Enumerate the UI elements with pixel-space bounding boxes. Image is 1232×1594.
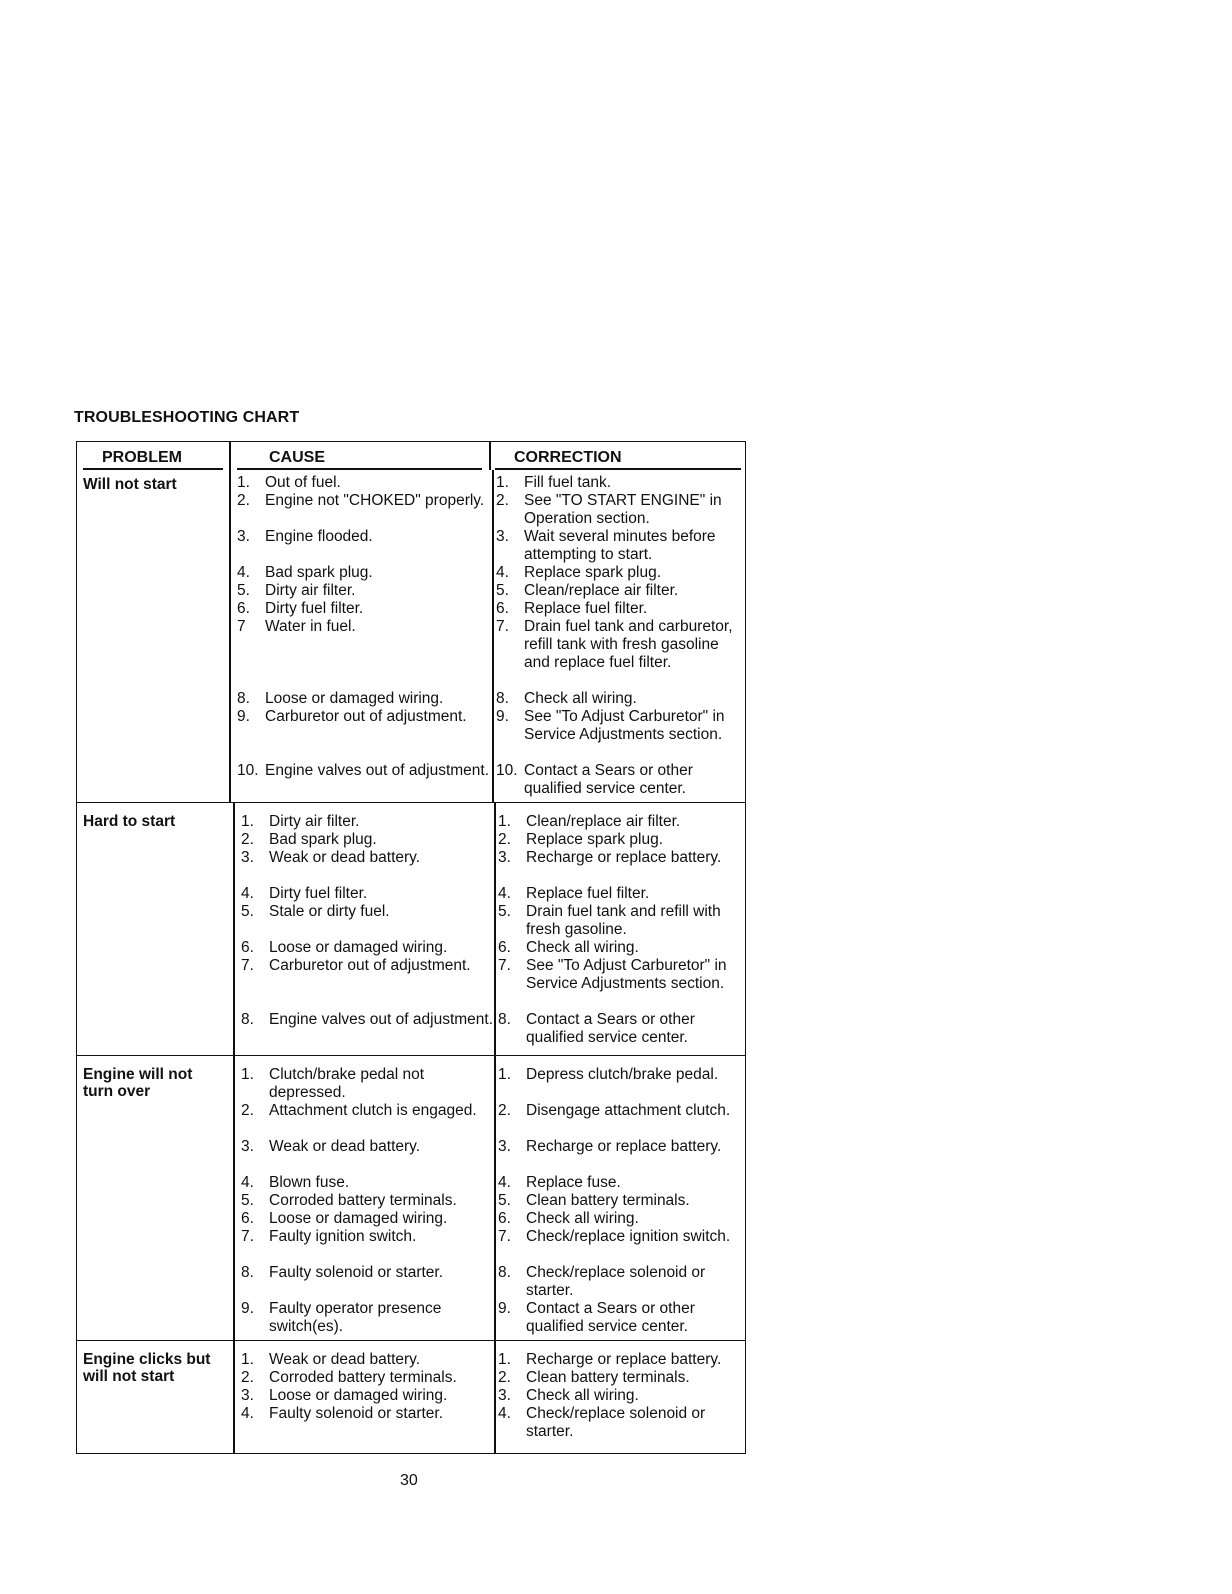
cause-item <box>237 708 492 726</box>
cause-number: 1. <box>241 1066 254 1083</box>
cause-number: 4. <box>241 1174 254 1191</box>
cause-text: Bad spark plug. <box>269 831 377 848</box>
correction-text: Replace fuse. <box>526 1174 621 1191</box>
cause-item <box>237 492 492 510</box>
cause-text: Faulty operator presence switch(es). <box>269 1300 442 1335</box>
cause-number: 6. <box>241 939 254 956</box>
page-title: TROUBLESHOOTING CHART <box>74 409 300 426</box>
correction-text: Clean/replace air filter. <box>526 813 681 830</box>
cause-text: Corroded battery terminals. <box>269 1192 457 1209</box>
cause-text: Loose or damaged wiring. <box>265 690 444 707</box>
correction-text: Check/replace solenoid or starter. <box>526 1405 706 1440</box>
correction-number: 2. <box>496 492 509 509</box>
cause-number: 3. <box>241 1138 254 1155</box>
correction-item <box>498 1102 743 1120</box>
cause-item <box>241 813 494 831</box>
cause-number: 3. <box>241 849 254 866</box>
correction-item <box>498 1011 743 1047</box>
correction-item <box>498 1210 743 1228</box>
correction-item <box>498 849 743 867</box>
cause-text: Clutch/brake pedal not depressed. <box>269 1066 425 1101</box>
correction-number: 1. <box>498 1351 511 1368</box>
cause-text: Weak or dead battery. <box>269 849 421 866</box>
cause-number: 4. <box>241 885 254 902</box>
table-header <box>76 441 746 470</box>
correction-item <box>496 492 743 528</box>
cause-text: Blown fuse. <box>269 1174 350 1191</box>
correction-number: 4. <box>496 564 509 581</box>
cause-number: 3. <box>241 1387 254 1404</box>
cause-number: 7. <box>241 957 254 974</box>
correction-item <box>496 474 743 492</box>
cause-item <box>241 1011 494 1029</box>
correction-number: 1. <box>498 1066 511 1083</box>
correction-text: Disengage attachment clutch. <box>526 1102 731 1119</box>
correction-number: 9. <box>496 708 509 725</box>
correction-number: 4. <box>498 1174 511 1191</box>
cause-text: Corroded battery terminals. <box>269 1369 457 1386</box>
correction-item <box>496 618 743 672</box>
cause-text: Dirty air filter. <box>269 813 360 830</box>
correction-item <box>498 903 743 939</box>
cause-item <box>241 849 494 867</box>
correction-item <box>498 1228 743 1246</box>
cause-number: 5. <box>241 903 254 920</box>
cause-number: 4. <box>241 1405 254 1422</box>
correction-text: Clean/replace air filter. <box>524 582 679 599</box>
correction-item <box>496 708 743 744</box>
cause-text: Faulty solenoid or starter. <box>269 1264 444 1281</box>
cause-number: 7 <box>237 618 246 635</box>
cause-item <box>241 1369 494 1387</box>
cause-text: Bad spark plug. <box>265 564 373 581</box>
problem-label: Hard to start <box>83 813 176 830</box>
correction-number: 3. <box>498 849 511 866</box>
cause-text: Carburetor out of adjustment. <box>265 708 467 725</box>
cause-text: Engine not "CHOKED" properly. <box>265 492 485 509</box>
cause-text: Weak or dead battery. <box>269 1351 421 1368</box>
correction-number: 8. <box>498 1264 511 1281</box>
correction-item <box>498 957 743 993</box>
cause-text: Engine flooded. <box>265 528 373 545</box>
correction-text: Depress clutch/brake pedal. <box>526 1066 719 1083</box>
correction-number: 5. <box>496 582 509 599</box>
cause-item <box>237 600 492 618</box>
correction-number: 2. <box>498 1369 511 1386</box>
correction-item <box>498 1369 743 1387</box>
page-number: 30 <box>400 1472 418 1489</box>
correction-number: 2. <box>498 831 511 848</box>
cause-number: 2. <box>241 1369 254 1386</box>
cause-text: Out of fuel. <box>265 474 341 491</box>
correction-text: Recharge or replace battery. <box>526 849 722 866</box>
correction-text: See "TO START ENGINE" in Operation section. <box>524 492 722 527</box>
correction-item <box>498 1174 743 1192</box>
correction-text: Check/replace solenoid or starter. <box>526 1264 706 1299</box>
cause-item <box>237 762 492 780</box>
correction-number: 3. <box>498 1138 511 1155</box>
correction-item <box>498 939 743 957</box>
correction-number: 7. <box>498 1228 511 1245</box>
correction-number: 6. <box>496 600 509 617</box>
cause-text: Carburetor out of adjustment. <box>269 957 471 974</box>
correction-item <box>498 1351 743 1369</box>
correction-text: Clean battery terminals. <box>526 1192 690 1209</box>
cause-text: Faulty solenoid or starter. <box>269 1405 444 1422</box>
correction-text: Replace fuel filter. <box>526 885 650 902</box>
cause-item <box>241 1228 494 1246</box>
correction-number: 8. <box>496 690 509 707</box>
correction-item <box>498 885 743 903</box>
cause-number: 3. <box>237 528 250 545</box>
correction-number: 4. <box>498 1405 511 1422</box>
cause-item <box>241 939 494 957</box>
cause-item <box>241 957 494 975</box>
section-engine-will-not-turn-over <box>76 1056 746 1341</box>
correction-item <box>498 1387 743 1405</box>
cause-text: Loose or damaged wiring. <box>269 1210 448 1227</box>
cause-text: Faulty ignition switch. <box>269 1228 417 1245</box>
section-engine-clicks-but-will-not-start <box>76 1341 746 1454</box>
cause-text: Engine valves out of adjustment. <box>269 1011 494 1028</box>
cause-number: 7. <box>241 1228 254 1245</box>
correction-item <box>496 582 743 600</box>
cause-text: Loose or damaged wiring. <box>269 1387 448 1404</box>
correction-number: 6. <box>498 939 511 956</box>
cause-item <box>241 831 494 849</box>
correction-text: Drain fuel tank and refill with fresh gasoline. <box>526 903 721 938</box>
correction-text: Wait several minutes before attempting to start. <box>524 528 716 563</box>
correction-number: 7. <box>496 618 509 635</box>
cause-number: 9. <box>241 1300 254 1317</box>
header-correction: CORRECTION <box>514 449 622 466</box>
cause-number: 5. <box>241 1192 254 1209</box>
correction-text: See "To Adjust Carburetor" in Service Adjustments section. <box>526 957 727 992</box>
cause-item <box>237 582 492 600</box>
correction-text: Recharge or replace battery. <box>526 1138 722 1155</box>
cause-number: 4. <box>237 564 250 581</box>
cause-item <box>237 564 492 582</box>
correction-text: Check all wiring. <box>524 690 637 707</box>
cause-item <box>241 1066 494 1102</box>
correction-item <box>496 564 743 582</box>
cause-item <box>241 1387 494 1405</box>
cause-item <box>241 885 494 903</box>
problem-label: Engine will not turn over <box>83 1066 193 1100</box>
cause-item <box>241 1192 494 1210</box>
cause-number: 10. <box>237 762 259 779</box>
correction-number: 8. <box>498 1011 511 1028</box>
correction-number: 3. <box>498 1387 511 1404</box>
problem-label: Engine clicks but will not start <box>83 1351 211 1385</box>
cause-item <box>241 903 494 921</box>
cause-text: Weak or dead battery. <box>269 1138 421 1155</box>
correction-number: 2. <box>498 1102 511 1119</box>
cause-text: Water in fuel. <box>265 618 356 635</box>
cause-text: Dirty fuel filter. <box>269 885 368 902</box>
correction-item <box>498 1300 743 1336</box>
correction-text: Replace spark plug. <box>524 564 661 581</box>
correction-text: Check all wiring. <box>526 1210 639 1227</box>
correction-text: Check all wiring. <box>526 1387 639 1404</box>
correction-text: Fill fuel tank. <box>524 474 612 491</box>
correction-number: 10. <box>496 762 518 779</box>
cause-number: 2. <box>241 1102 254 1119</box>
cause-item <box>237 474 492 492</box>
cause-number: 2. <box>241 831 254 848</box>
correction-text: Replace spark plug. <box>526 831 663 848</box>
cause-item <box>241 1405 494 1423</box>
correction-number: 5. <box>498 903 511 920</box>
problem-label: Will not start <box>83 476 177 493</box>
correction-item <box>498 1405 743 1441</box>
correction-text: Contact a Sears or other qualified service center. <box>526 1300 695 1335</box>
cause-number: 1. <box>241 1351 254 1368</box>
correction-number: 6. <box>498 1210 511 1227</box>
correction-item <box>498 1066 743 1084</box>
cause-item <box>241 1210 494 1228</box>
cause-item <box>237 690 492 708</box>
cause-item <box>241 1174 494 1192</box>
correction-text: Replace fuel filter. <box>524 600 648 617</box>
correction-text: Check/replace ignition switch. <box>526 1228 731 1245</box>
correction-item <box>496 690 743 708</box>
section-will-not-start <box>76 470 746 803</box>
cause-number: 2. <box>237 492 250 509</box>
cause-number: 1. <box>241 813 254 830</box>
correction-item <box>496 528 743 564</box>
cause-text: Loose or damaged wiring. <box>269 939 448 956</box>
correction-number: 9. <box>498 1300 511 1317</box>
cause-number: 9. <box>237 708 250 725</box>
correction-number: 1. <box>498 813 511 830</box>
correction-item <box>498 1138 743 1156</box>
correction-item <box>498 1264 743 1300</box>
header-problem: PROBLEM <box>102 449 182 466</box>
correction-number: 3. <box>496 528 509 545</box>
correction-text: Drain fuel tank and carburetor, refill tank with fresh gasoline and replace fuel filter. <box>524 618 733 671</box>
correction-item <box>498 813 743 831</box>
cause-item <box>241 1102 494 1120</box>
cause-text: Dirty air filter. <box>265 582 356 599</box>
cause-item <box>241 1138 494 1156</box>
cause-number: 8. <box>237 690 250 707</box>
correction-text: Clean battery terminals. <box>526 1369 690 1386</box>
correction-text: Check all wiring. <box>526 939 639 956</box>
cause-number: 6. <box>241 1210 254 1227</box>
header-cause: CAUSE <box>269 449 326 466</box>
cause-text: Dirty fuel filter. <box>265 600 364 617</box>
cause-item <box>237 618 492 636</box>
correction-text: See "To Adjust Carburetor" in Service Adjustments section. <box>524 708 725 743</box>
correction-item <box>498 1192 743 1210</box>
correction-item <box>498 831 743 849</box>
correction-item <box>496 762 743 798</box>
correction-text: Contact a Sears or other qualified service center. <box>526 1011 695 1046</box>
correction-number: 5. <box>498 1192 511 1209</box>
cause-item <box>237 528 492 546</box>
cause-number: 5. <box>237 582 250 599</box>
troubleshooting-table <box>76 441 746 1454</box>
cause-item <box>241 1300 494 1336</box>
cause-number: 8. <box>241 1264 254 1281</box>
cause-item <box>241 1351 494 1369</box>
correction-number: 7. <box>498 957 511 974</box>
correction-number: 1. <box>496 474 509 491</box>
section-hard-to-start <box>76 803 746 1056</box>
cause-number: 8. <box>241 1011 254 1028</box>
correction-item <box>496 600 743 618</box>
cause-text: Attachment clutch is engaged. <box>269 1102 477 1119</box>
cause-number: 6. <box>237 600 250 617</box>
cause-number: 1. <box>237 474 250 491</box>
cause-text: Engine valves out of adjustment. <box>265 762 490 779</box>
cause-text: Stale or dirty fuel. <box>269 903 390 920</box>
correction-number: 4. <box>498 885 511 902</box>
correction-text: Recharge or replace battery. <box>526 1351 722 1368</box>
correction-text: Contact a Sears or other qualified service center. <box>524 762 693 797</box>
cause-item <box>241 1264 494 1282</box>
